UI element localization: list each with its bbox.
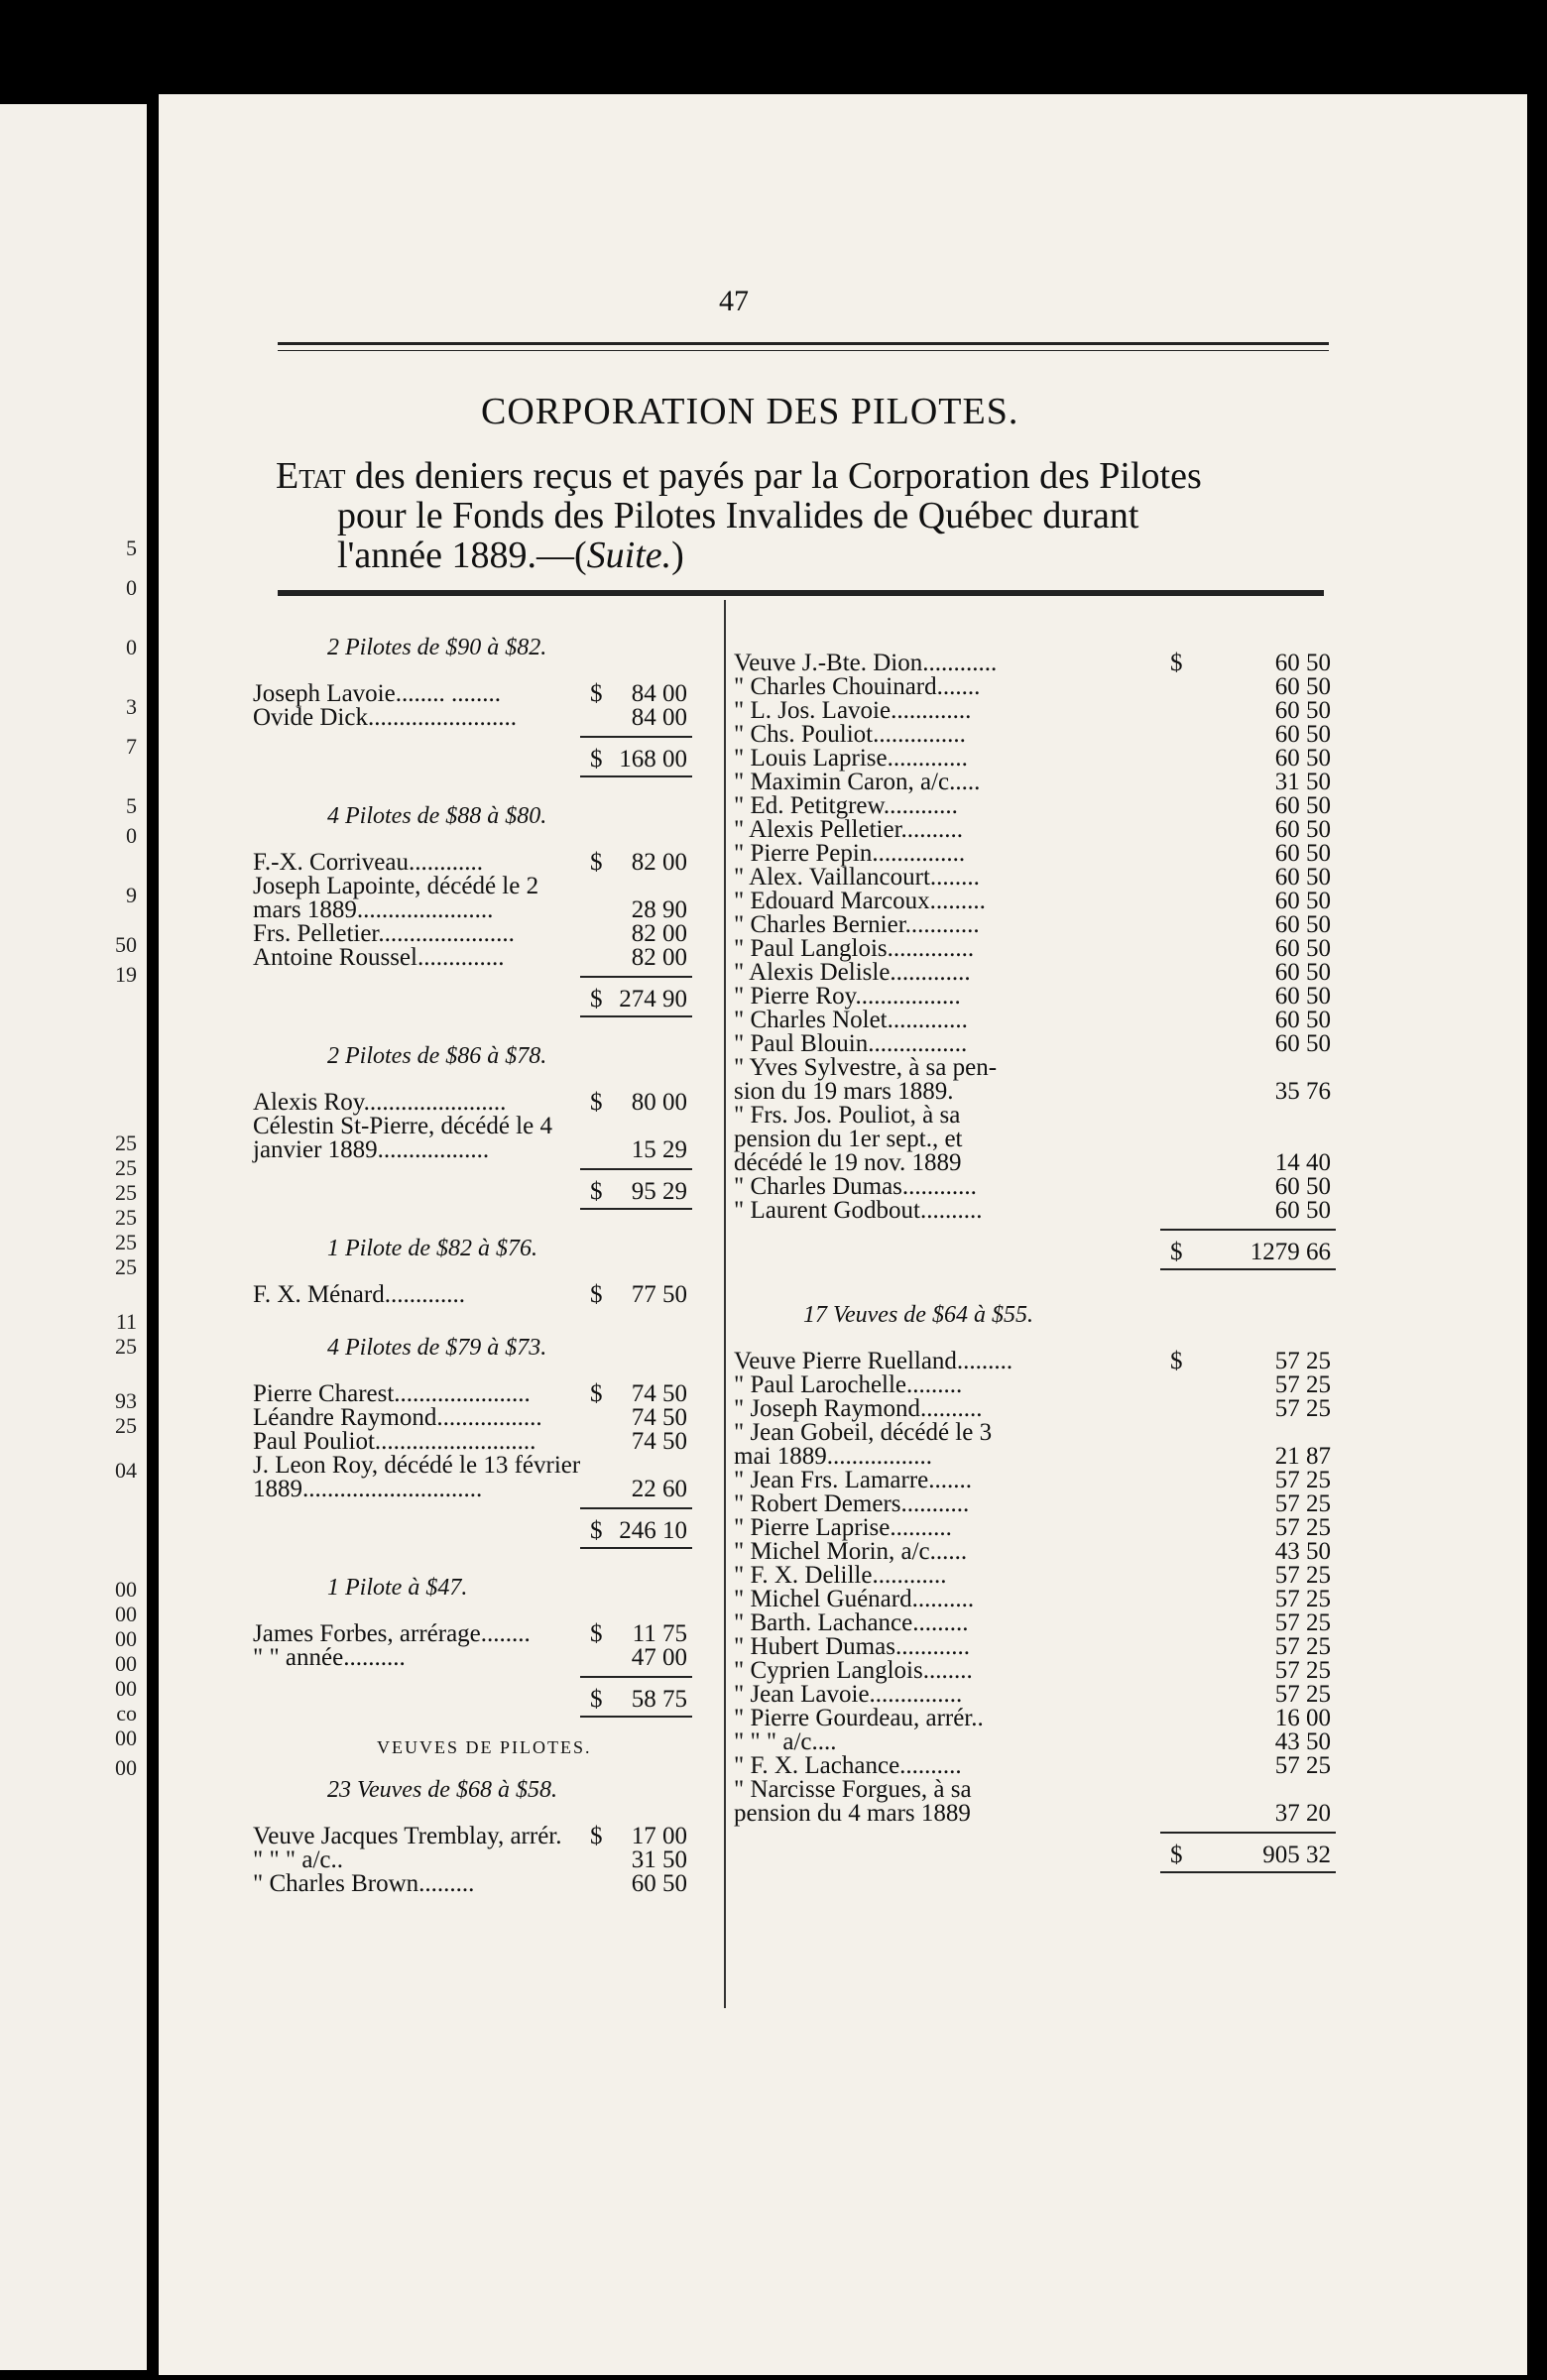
dollar-sign: $ xyxy=(590,1823,603,1849)
amount: 60 50 xyxy=(1274,721,1331,748)
strip-number: 50 xyxy=(115,932,137,957)
subtotal-rule xyxy=(1160,1229,1336,1231)
ledger-row xyxy=(734,769,1339,795)
ledger-row xyxy=(734,1776,1339,1803)
payee-name: janvier 1889.................. xyxy=(253,1136,490,1163)
amount: 57 25 xyxy=(1274,1609,1331,1636)
subtotal-row xyxy=(253,1517,699,1544)
payee-name: 1889............................. xyxy=(253,1476,483,1502)
subtotal-row xyxy=(734,1239,1339,1265)
payee-name: Frs. Pelletier...................... xyxy=(253,920,515,947)
payee-name: " " année.......... xyxy=(253,1644,406,1671)
ledger-row xyxy=(734,1102,1339,1129)
ledger-row xyxy=(253,1870,699,1897)
payee-name: " Jean Lavoie............... xyxy=(734,1681,963,1708)
amount: 60 50 xyxy=(1274,1173,1331,1200)
payee-name: " Michel Morin, a/c...... xyxy=(734,1538,968,1565)
ledger-row xyxy=(734,1586,1339,1612)
ledger-row xyxy=(734,697,1339,724)
ledger-row xyxy=(734,1030,1339,1057)
dollar-sign: $ xyxy=(590,1620,603,1647)
strip-number: 25 xyxy=(115,1334,137,1359)
ledger-row xyxy=(734,935,1339,962)
payee-name: " Jean Gobeil, décédé le 3 xyxy=(734,1419,993,1446)
subtotal-rule xyxy=(580,1507,692,1509)
payee-name: F.-X. Corriveau............ xyxy=(253,849,483,876)
amount: 35 76 xyxy=(1274,1078,1331,1105)
payee-name: " Alexis Pelletier.......... xyxy=(734,816,964,843)
subtotal-amount: 246 10 xyxy=(619,1517,687,1544)
ledger-row xyxy=(734,1800,1339,1827)
strip-number: 00 xyxy=(115,1577,137,1602)
amount: 57 25 xyxy=(1274,1752,1331,1779)
amount: 28 90 xyxy=(631,896,687,923)
ledger-row xyxy=(253,1476,699,1502)
ledger-page xyxy=(159,94,1527,2375)
ledger-row xyxy=(734,959,1339,986)
payee-name: décédé le 19 nov. 1889 xyxy=(734,1149,962,1176)
top-rule-thin xyxy=(278,350,1329,351)
payee-name: Ovide Dick........................ xyxy=(253,704,517,731)
ledger-row xyxy=(734,816,1339,843)
ledger-row xyxy=(734,1562,1339,1589)
ledger-row xyxy=(253,1089,699,1116)
group-label: 4 Pilotes de $79 à $73. xyxy=(327,1335,547,1361)
payee-name: Veuve J.-Bte. Dion............ xyxy=(734,650,998,676)
amount: 11 75 xyxy=(632,1620,687,1647)
ledger-row xyxy=(734,1126,1339,1152)
ledger-row xyxy=(734,1149,1339,1176)
amount: 57 25 xyxy=(1274,1586,1331,1612)
payee-name: " Pierre Roy................. xyxy=(734,983,961,1010)
amount: 15 29 xyxy=(631,1136,687,1163)
amount: 84 00 xyxy=(631,680,687,707)
total-rule xyxy=(1160,1268,1336,1270)
page-number: 47 xyxy=(719,285,749,317)
payee-name: " L. Jos. Lavoie............. xyxy=(734,697,972,724)
payee-name: Célestin St-Pierre, décédé le 4 xyxy=(253,1113,552,1139)
strip-number: 5 xyxy=(126,793,137,818)
ledger-row xyxy=(734,792,1339,819)
payee-name: " Yves Sylvestre, à sa pen- xyxy=(734,1054,998,1081)
payee-name: " " " a/c.... xyxy=(734,1728,837,1755)
ledger-row xyxy=(253,1136,699,1163)
ledger-row xyxy=(253,944,699,971)
subtotal-amount: 274 90 xyxy=(619,986,687,1012)
payee-name: Veuve Pierre Ruelland......... xyxy=(734,1348,1013,1374)
group-label: 2 Pilotes de $90 à $82. xyxy=(327,635,547,660)
subtotal-row xyxy=(253,1686,699,1713)
total-rule xyxy=(580,1015,692,1017)
heading-text-3a: l'année 1889.—( xyxy=(337,535,587,576)
ledger-row xyxy=(253,896,699,923)
ledger-row xyxy=(734,864,1339,891)
payee-name: " Robert Demers........... xyxy=(734,1490,970,1517)
amount: 17 00 xyxy=(631,1823,687,1849)
ledger-row xyxy=(734,1705,1339,1731)
payee-name: " Joseph Raymond.......... xyxy=(734,1395,983,1422)
payee-name: pension du 4 mars 1889 xyxy=(734,1800,971,1827)
group-label: 17 Veuves de $64 à $55. xyxy=(803,1302,1033,1328)
subtotal-rule xyxy=(580,1676,692,1678)
strip-number: 11 xyxy=(115,1309,137,1334)
amount: 82 00 xyxy=(631,849,687,876)
payee-name: " Maximin Caron, a/c..... xyxy=(734,769,981,795)
amount: 60 50 xyxy=(1274,1030,1331,1057)
payee-name: Pierre Charest...................... xyxy=(253,1380,531,1407)
dollar-sign: $ xyxy=(1170,650,1183,676)
payee-name: Antoine Roussel.............. xyxy=(253,944,505,971)
ledger-row xyxy=(253,1846,699,1873)
amount: 60 50 xyxy=(1274,935,1331,962)
payee-name: " Charles Bernier............ xyxy=(734,911,980,938)
strip-number: 7 xyxy=(126,734,137,759)
ledger-row xyxy=(734,673,1339,700)
subtotal-amount: 905 32 xyxy=(1262,1842,1331,1868)
subtotal-rule xyxy=(580,736,692,738)
widows-heading: VEUVES DE PILOTES. xyxy=(377,1737,592,1757)
ledger-row xyxy=(253,680,699,707)
ledger-row xyxy=(253,1452,699,1479)
strip-number: 0 xyxy=(126,635,137,659)
ledger-row xyxy=(734,1443,1339,1470)
ledger-row xyxy=(253,704,699,731)
ledger-row xyxy=(734,1467,1339,1493)
payee-name: Veuve Jacques Tremblay, arrér. xyxy=(253,1823,562,1849)
amount: 60 50 xyxy=(1274,911,1331,938)
group-label: 1 Pilote à $47. xyxy=(327,1575,468,1601)
ledger-row xyxy=(253,1644,699,1671)
payee-name: " Cyprien Langlois........ xyxy=(734,1657,973,1684)
ledger-row xyxy=(734,1752,1339,1779)
ledger-row xyxy=(734,1054,1339,1081)
strip-number: 00 xyxy=(115,1602,137,1626)
strip-number: 19 xyxy=(115,962,137,987)
payee-name: F. X. Ménard............. xyxy=(253,1281,465,1308)
subtotal-amount: 1279 66 xyxy=(1250,1239,1331,1265)
subtotal-rule xyxy=(580,1168,692,1170)
payee-name: " Paul Larochelle......... xyxy=(734,1371,963,1398)
payee-name: " Chs. Pouliot............... xyxy=(734,721,966,748)
payee-name: " Alex. Vaillancourt........ xyxy=(734,864,980,891)
payee-name: mars 1889...................... xyxy=(253,896,494,923)
amount: 60 50 xyxy=(1274,1007,1331,1033)
amount: 60 50 xyxy=(1274,959,1331,986)
ledger-row xyxy=(734,1371,1339,1398)
payee-name: " Frs. Jos. Pouliot, à sa xyxy=(734,1102,961,1129)
strip-number: 9 xyxy=(126,883,137,907)
ledger-row xyxy=(734,1609,1339,1636)
payee-name: " Paul Langlois.............. xyxy=(734,935,975,962)
payee-name: J. Leon Roy, décédé le 13 février xyxy=(253,1452,581,1479)
ledger-row xyxy=(734,650,1339,676)
amount: 77 50 xyxy=(631,1281,687,1308)
ledger-row xyxy=(734,1657,1339,1684)
dollar-sign: $ xyxy=(590,1517,603,1544)
amount: 16 00 xyxy=(1274,1705,1331,1731)
ledger-row xyxy=(734,1197,1339,1224)
amount: 60 50 xyxy=(1274,650,1331,676)
ledger-row xyxy=(734,840,1339,867)
payee-name: " Laurent Godbout.......... xyxy=(734,1197,983,1224)
strip-number: 25 xyxy=(115,1180,137,1205)
dollar-sign: $ xyxy=(1170,1348,1183,1374)
strip-number: co xyxy=(116,1701,137,1726)
amount: 57 25 xyxy=(1274,1490,1331,1517)
payee-name: " " " a/c.. xyxy=(253,1846,344,1873)
ledger-row xyxy=(734,1173,1339,1200)
ledger-row xyxy=(253,920,699,947)
strip-number: 93 xyxy=(115,1388,137,1413)
subtotal-rule xyxy=(1160,1832,1336,1834)
ledger-row xyxy=(734,1681,1339,1708)
page-title: CORPORATION DES PILOTES. xyxy=(481,391,1019,432)
amount: 74 50 xyxy=(631,1428,687,1455)
dollar-sign: $ xyxy=(590,1281,603,1308)
group-label: 4 Pilotes de $88 à $80. xyxy=(327,803,547,829)
amount: 74 50 xyxy=(631,1380,687,1407)
strip-number: 04 xyxy=(115,1458,137,1483)
strip-number: 25 xyxy=(115,1230,137,1254)
payee-name: " Hubert Dumas............ xyxy=(734,1633,970,1660)
strip-number: 25 xyxy=(115,1205,137,1230)
ledger-row xyxy=(734,1078,1339,1105)
ledger-row xyxy=(253,1113,699,1139)
amount: 57 25 xyxy=(1274,1395,1331,1422)
ledger-row xyxy=(734,1490,1339,1517)
payee-name: Alexis Roy....................... xyxy=(253,1089,507,1116)
payee-name: " Pierre Pepin............... xyxy=(734,840,966,867)
payee-name: " Ed. Petitgrew............ xyxy=(734,792,958,819)
heading-text-3c: ) xyxy=(671,535,684,576)
payee-name: " Edouard Marcoux......... xyxy=(734,888,986,914)
dollar-sign: $ xyxy=(590,849,603,876)
amount: 22 60 xyxy=(631,1476,687,1502)
ledger-row xyxy=(734,1514,1339,1541)
amount: 57 25 xyxy=(1274,1681,1331,1708)
subtotal-row xyxy=(253,1178,699,1205)
amount: 82 00 xyxy=(631,944,687,971)
amount: 60 50 xyxy=(1274,840,1331,867)
strip-number: 25 xyxy=(115,1254,137,1279)
total-rule xyxy=(580,775,692,777)
dollar-sign: $ xyxy=(1170,1842,1183,1868)
payee-name: Joseph Lavoie........ ........ xyxy=(253,680,501,707)
amount: 57 25 xyxy=(1274,1348,1331,1374)
ledger-row xyxy=(253,1380,699,1407)
payee-name: pension du 1er sept., et xyxy=(734,1126,963,1152)
amount: 80 00 xyxy=(631,1089,687,1116)
subtotal-amount: 58 75 xyxy=(631,1686,687,1713)
strip-number: 25 xyxy=(115,1130,137,1155)
payee-name: mai 1889................. xyxy=(734,1443,932,1470)
dollar-sign: $ xyxy=(590,680,603,707)
payee-name: " Charles Brown......... xyxy=(253,1870,475,1897)
amount: 84 00 xyxy=(631,704,687,731)
amount: 60 50 xyxy=(1274,983,1331,1010)
amount: 57 25 xyxy=(1274,1562,1331,1589)
payee-name: " Paul Blouin................ xyxy=(734,1030,968,1057)
strip-number: 00 xyxy=(115,1755,137,1780)
amount: 60 50 xyxy=(631,1870,687,1897)
dollar-sign: $ xyxy=(590,1686,603,1713)
total-rule xyxy=(580,1716,692,1718)
ledger-row xyxy=(734,745,1339,772)
subtotal-row xyxy=(253,746,699,773)
payee-name: " Charles Dumas............ xyxy=(734,1173,977,1200)
payee-name: Joseph Lapointe, décédé le 2 xyxy=(253,873,539,899)
heading-line-2: pour le Fonds des Pilotes Invalides de Québec durant xyxy=(337,495,1139,536)
amount: 21 87 xyxy=(1274,1443,1331,1470)
ledger-row xyxy=(734,721,1339,748)
strip-number: 0 xyxy=(126,823,137,848)
dollar-sign: $ xyxy=(590,1380,603,1407)
payee-name: " Jean Frs. Lamarre....... xyxy=(734,1467,972,1493)
payee-name: " Louis Laprise............. xyxy=(734,745,968,772)
total-rule xyxy=(1160,1871,1336,1873)
dollar-sign: $ xyxy=(590,746,603,773)
dollar-sign: $ xyxy=(590,1089,603,1116)
strip-number: 25 xyxy=(115,1413,137,1438)
amount: 60 50 xyxy=(1274,888,1331,914)
ledger-row xyxy=(734,1395,1339,1422)
payee-name: " F. X. Lachance.......... xyxy=(734,1752,962,1779)
payee-name: " F. X. Delille............ xyxy=(734,1562,947,1589)
subtotal-row xyxy=(734,1842,1339,1868)
heading-line-3 xyxy=(337,536,684,575)
payee-name: " Narcisse Forgues, à sa xyxy=(734,1776,972,1803)
payee-name: " Michel Guénard.......... xyxy=(734,1586,975,1612)
heading-text-1: des deniers reçus et payés par la Corporation des Pilotes xyxy=(355,455,1202,497)
subtotal-amount: 168 00 xyxy=(619,746,687,773)
dollar-sign: $ xyxy=(1170,1239,1183,1265)
heading-line-1 xyxy=(276,456,1202,496)
payee-name: Paul Pouliot.......................... xyxy=(253,1428,536,1455)
strip-number: 0 xyxy=(126,575,137,600)
amount: 60 50 xyxy=(1274,864,1331,891)
amount: 60 50 xyxy=(1274,816,1331,843)
amount: 60 50 xyxy=(1274,697,1331,724)
amount: 57 25 xyxy=(1274,1657,1331,1684)
ledger-row xyxy=(734,888,1339,914)
subtotal-row xyxy=(253,986,699,1012)
strip-number: 00 xyxy=(115,1651,137,1676)
strip-number: 3 xyxy=(126,694,137,719)
dollar-sign: $ xyxy=(590,986,603,1012)
payee-name: James Forbes, arrérage........ xyxy=(253,1620,531,1647)
payee-name: Léandre Raymond................. xyxy=(253,1404,542,1431)
amount: 57 25 xyxy=(1274,1371,1331,1398)
ledger-row xyxy=(734,1007,1339,1033)
ledger-row xyxy=(734,1538,1339,1565)
amount: 82 00 xyxy=(631,920,687,947)
strip-number: 00 xyxy=(115,1676,137,1701)
ledger-row xyxy=(253,1428,699,1455)
amount: 31 50 xyxy=(1274,769,1331,795)
adjacent-page-strip xyxy=(0,104,147,2370)
payee-name: " Barth. Lachance......... xyxy=(734,1609,969,1636)
amount: 57 25 xyxy=(1274,1514,1331,1541)
group-label: 1 Pilote de $82 à $76. xyxy=(327,1236,537,1261)
group-label: 2 Pilotes de $86 à $78. xyxy=(327,1043,547,1069)
column-divider xyxy=(724,600,726,2008)
subtotal-rule xyxy=(580,976,692,978)
dollar-sign: $ xyxy=(590,1178,603,1205)
payee-name: " Pierre Gourdeau, arrér.. xyxy=(734,1705,984,1731)
ledger-row xyxy=(253,1823,699,1849)
payee-name: sion du 19 mars 1889. xyxy=(734,1078,954,1105)
strip-number: 00 xyxy=(115,1726,137,1750)
heading-text-3b: Suite. xyxy=(586,535,672,576)
ledger-row xyxy=(734,1419,1339,1446)
payee-name: " Alexis Delisle............. xyxy=(734,959,971,986)
amount: 43 50 xyxy=(1274,1538,1331,1565)
total-rule xyxy=(580,1547,692,1549)
strip-number: 00 xyxy=(115,1626,137,1651)
amount: 14 40 xyxy=(1274,1149,1331,1176)
heading-lead: Etat xyxy=(276,455,346,497)
group-label: 23 Veuves de $68 à $58. xyxy=(327,1777,557,1803)
ledger-row xyxy=(734,1633,1339,1660)
ledger-row xyxy=(734,1728,1339,1755)
ledger-row xyxy=(253,873,699,899)
ledger-row xyxy=(734,911,1339,938)
ledger-row xyxy=(253,1620,699,1647)
ledger-row xyxy=(734,1348,1339,1374)
amount: 60 50 xyxy=(1274,673,1331,700)
payee-name: " Charles Chouinard....... xyxy=(734,673,981,700)
amount: 74 50 xyxy=(631,1404,687,1431)
heading-thick-rule xyxy=(278,590,1324,596)
amount: 57 25 xyxy=(1274,1467,1331,1493)
strip-number: 5 xyxy=(126,536,137,560)
amount: 47 00 xyxy=(631,1644,687,1671)
ledger-row xyxy=(734,983,1339,1010)
ledger-row xyxy=(253,1281,699,1308)
subtotal-amount: 95 29 xyxy=(631,1178,687,1205)
total-rule xyxy=(580,1208,692,1210)
strip-number: 25 xyxy=(115,1155,137,1180)
ledger-row xyxy=(253,849,699,876)
amount: 57 25 xyxy=(1274,1633,1331,1660)
amount: 60 50 xyxy=(1274,1197,1331,1224)
payee-name: " Pierre Laprise.......... xyxy=(734,1514,952,1541)
amount: 60 50 xyxy=(1274,792,1331,819)
top-rule xyxy=(278,342,1329,345)
amount: 37 20 xyxy=(1274,1800,1331,1827)
amount: 60 50 xyxy=(1274,745,1331,772)
payee-name: " Charles Nolet............. xyxy=(734,1007,968,1033)
ledger-row xyxy=(253,1404,699,1431)
amount: 43 50 xyxy=(1274,1728,1331,1755)
amount: 31 50 xyxy=(631,1846,687,1873)
